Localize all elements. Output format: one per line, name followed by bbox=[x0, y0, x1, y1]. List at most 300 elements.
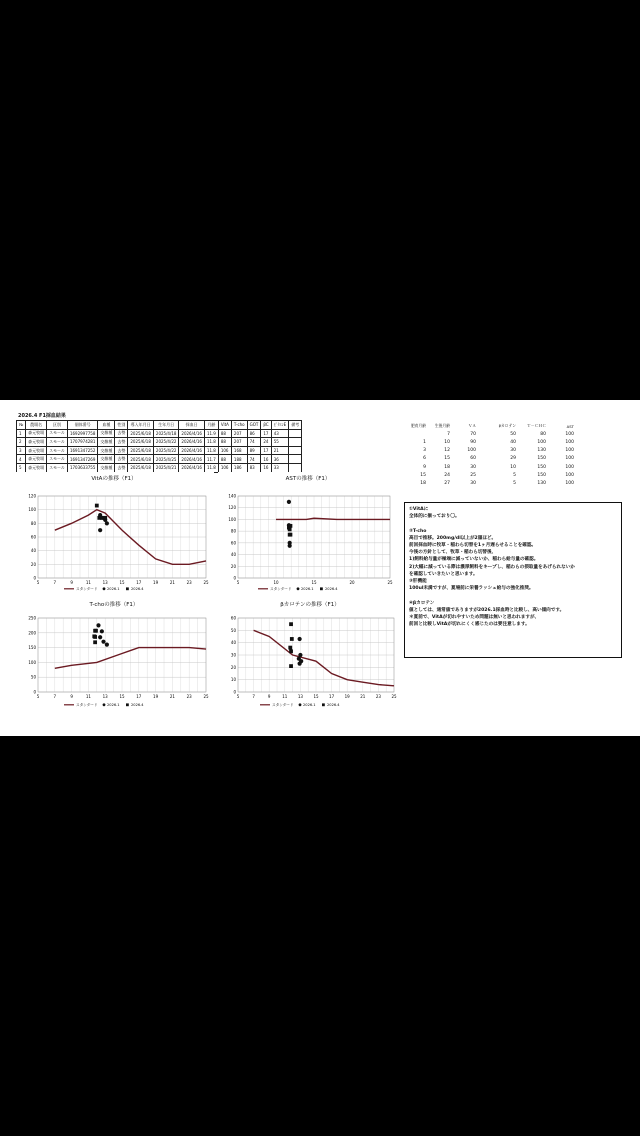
reference-cell: 100 bbox=[565, 464, 574, 470]
x-tick-label: 25 bbox=[391, 694, 397, 699]
table-cell: 88 bbox=[218, 455, 231, 464]
reference-row bbox=[404, 455, 604, 463]
point-2026-1 bbox=[105, 521, 109, 525]
reference-cell: 150 bbox=[537, 472, 546, 478]
reference-cell: 70 bbox=[470, 431, 476, 437]
table-cell: 去勢 bbox=[115, 429, 128, 438]
x-tick-label: 20 bbox=[349, 580, 355, 585]
x-tick-label: 5 bbox=[236, 694, 240, 699]
table-cell: 11.8 bbox=[204, 446, 218, 455]
vita-chart-svg bbox=[14, 472, 214, 594]
reference-cell: 30 bbox=[470, 464, 476, 470]
point-2026-1 bbox=[287, 500, 291, 504]
table-cell: 86 bbox=[247, 429, 261, 438]
legend-standard-label: スタンダード bbox=[76, 587, 98, 591]
x-tick-label: 23 bbox=[375, 694, 381, 699]
x-tick-label: 11 bbox=[85, 580, 91, 585]
reference-cell: 18 bbox=[420, 480, 426, 486]
legend-2026-4-swatch bbox=[126, 703, 129, 706]
table-header-cell: 区別 bbox=[47, 421, 68, 430]
legend-2026-1-swatch bbox=[103, 587, 106, 590]
table-header-row bbox=[17, 421, 302, 430]
legend bbox=[260, 702, 340, 707]
table-cell: 2025/4/22 bbox=[153, 438, 179, 447]
point-2026-4 bbox=[95, 504, 99, 508]
reference-table bbox=[404, 422, 604, 488]
legend-2026-4-swatch bbox=[322, 703, 325, 706]
x-tick-label: 19 bbox=[153, 580, 159, 585]
reference-cell: 130 bbox=[537, 480, 546, 486]
table-cell: 2025/6/18 bbox=[128, 463, 154, 472]
bcarotene-chart-svg bbox=[218, 598, 402, 710]
table-cell: スモール bbox=[47, 438, 68, 447]
table-cell: 89 bbox=[247, 446, 261, 455]
reference-cell: 100 bbox=[565, 448, 574, 454]
notes-line: を確認していきたいと思います。 bbox=[409, 571, 478, 577]
table-cell: スモール bbox=[47, 446, 68, 455]
reference-row bbox=[404, 471, 604, 479]
table-cell: スモール bbox=[47, 455, 68, 464]
notes-line: 2)大幅に減っている際は濃厚飼料をキープし、稲わらの摂取量をあげられないか bbox=[409, 564, 575, 570]
table-cell: 去勢 bbox=[115, 446, 128, 455]
ast-chart-svg bbox=[218, 472, 398, 594]
ast-chart bbox=[218, 472, 398, 594]
table-cell: 1 bbox=[17, 429, 26, 438]
x-tick-label: 11 bbox=[85, 694, 91, 699]
table-header-cell: 個体番号 bbox=[67, 421, 97, 430]
legend-2026-4-label: 2026.4 bbox=[327, 703, 340, 707]
table-cell: 交雑種 bbox=[98, 446, 115, 455]
table-cell: 2025/4/25 bbox=[153, 455, 179, 464]
reference-header-cell: Ｔ－ＣＨＣ bbox=[527, 423, 546, 429]
x-tick-label: 21 bbox=[360, 694, 366, 699]
legend-2026-1-swatch bbox=[299, 703, 302, 706]
x-tick-label: 15 bbox=[313, 694, 319, 699]
table-cell: 106 bbox=[218, 446, 231, 455]
table-cell: 1692997758 bbox=[67, 429, 97, 438]
reference-cell: 100 bbox=[565, 456, 574, 462]
table-cell: 1691347252 bbox=[67, 446, 97, 455]
table-cell: 24 bbox=[261, 438, 271, 447]
reference-cell: 30 bbox=[470, 480, 476, 486]
table-cell: 去勢 bbox=[115, 455, 128, 464]
x-tick-label: 17 bbox=[136, 580, 142, 585]
table-cell: スモール bbox=[47, 429, 68, 438]
table-row bbox=[17, 455, 302, 464]
x-tick-label: 5 bbox=[236, 580, 240, 585]
reference-row bbox=[404, 463, 604, 471]
table-header-cell: βC bbox=[261, 421, 271, 430]
y-tick-label: 50 bbox=[230, 627, 236, 633]
legend-2026-4-swatch bbox=[126, 587, 129, 590]
point-2026-1 bbox=[298, 637, 302, 641]
notes-line: 100ul未満ですが、夏場前に栄養ラッシュ給与の強化推奨。 bbox=[409, 586, 534, 592]
y-tick-label: 0 bbox=[33, 575, 36, 581]
y-tick-label: 80 bbox=[230, 528, 236, 534]
table-cell: 188 bbox=[231, 455, 247, 464]
notes-line: 今後の方針として、牧草・稲わら切替後、 bbox=[409, 550, 497, 556]
y-tick-label: 30 bbox=[230, 652, 236, 658]
table-cell: 16 bbox=[261, 455, 271, 464]
legend-2026-4-swatch bbox=[320, 587, 323, 590]
table-cell: 11.8 bbox=[204, 438, 218, 447]
x-tick-label: 15 bbox=[119, 694, 125, 699]
y-tick-label: 80 bbox=[30, 520, 36, 526]
table-cell bbox=[289, 438, 302, 447]
reference-row bbox=[404, 430, 604, 438]
reference-cell: 30 bbox=[510, 448, 516, 454]
reference-cell: 90 bbox=[470, 439, 476, 445]
reference-cell: 100 bbox=[565, 431, 574, 437]
x-tick-label: 9 bbox=[70, 694, 73, 699]
reference-header-row bbox=[404, 422, 604, 430]
table-cell bbox=[289, 463, 302, 472]
chart-title: VitAの推移（F1） bbox=[91, 476, 137, 482]
reference-cell: 18 bbox=[444, 464, 450, 470]
table-cell: 168 bbox=[231, 446, 247, 455]
table-header-cell: T-cho bbox=[231, 421, 247, 430]
x-tick-label: 5 bbox=[36, 694, 40, 699]
x-tick-label: 25 bbox=[387, 580, 393, 585]
reference-cell: 100 bbox=[537, 439, 546, 445]
point-2026-1 bbox=[96, 623, 100, 627]
notes-line: 1)飼料給与量が極端に減っていないか、稲わら給与量の確認。 bbox=[409, 557, 539, 563]
legend-standard-label: スタンダード bbox=[270, 587, 292, 591]
point-2026-1 bbox=[105, 643, 109, 647]
point-2026-4 bbox=[93, 635, 97, 639]
point-2026-4 bbox=[103, 516, 107, 520]
x-tick-label: 7 bbox=[252, 694, 255, 699]
notes-line: ④βカロテン bbox=[409, 600, 435, 606]
table-cell: 5 bbox=[17, 463, 26, 472]
x-tick-label: 25 bbox=[203, 580, 209, 585]
chart-title: ASTの推移（F1） bbox=[285, 476, 331, 482]
tcho-chart-svg bbox=[14, 598, 214, 710]
point-2026-4 bbox=[289, 524, 293, 528]
x-tick-label: 21 bbox=[169, 694, 175, 699]
table-cell: 森元牧場 bbox=[26, 455, 47, 464]
y-tick-label: 250 bbox=[28, 615, 36, 621]
table-body bbox=[17, 429, 302, 472]
y-tick-label: 20 bbox=[30, 561, 36, 567]
point-2026-1 bbox=[298, 662, 302, 666]
point-2026-4 bbox=[289, 664, 293, 668]
table-cell: スモール bbox=[47, 463, 68, 472]
reference-header-cell: ＶＡ bbox=[468, 423, 476, 429]
reference-cell: 9 bbox=[423, 464, 426, 470]
notes-line: 全体的に揃っており〇。 bbox=[409, 514, 460, 520]
table-cell: 去勢 bbox=[115, 438, 128, 447]
notes-line: 値としては、通常値でありますが2026.1採血時と比較し、高い傾向です。 bbox=[409, 607, 565, 613]
table-header-cell: 月齢 bbox=[204, 421, 218, 430]
standard-series-line bbox=[276, 518, 390, 519]
point-2026-4 bbox=[288, 527, 292, 531]
document-title: 2026.4 F1採血結果 bbox=[18, 413, 66, 419]
vita-chart bbox=[14, 472, 214, 594]
y-tick-label: 60 bbox=[230, 615, 236, 621]
reference-header-cell: 生後月齢 bbox=[434, 423, 450, 429]
reference-header-cell: βカロテン bbox=[498, 423, 516, 429]
table-cell: 2025/4/21 bbox=[153, 463, 179, 472]
table-header-cell: 性別 bbox=[115, 421, 128, 430]
table-cell: 森元牧場 bbox=[26, 429, 47, 438]
y-tick-label: 20 bbox=[230, 563, 236, 569]
reference-cell: 130 bbox=[537, 448, 546, 454]
x-tick-label: 7 bbox=[53, 694, 57, 699]
table-cell bbox=[289, 446, 302, 455]
table-cell bbox=[289, 429, 302, 438]
legend-2026-4-label: 2026.4 bbox=[325, 587, 338, 591]
table-cell: 11.8 bbox=[204, 463, 218, 472]
x-tick-label: 7 bbox=[53, 580, 57, 585]
legend-2026-1-label: 2026.1 bbox=[107, 587, 120, 591]
reference-row bbox=[404, 447, 604, 455]
table-cell: 2025/6/18 bbox=[128, 429, 154, 438]
table-cell: 2026/4/16 bbox=[179, 463, 205, 472]
y-tick-label: 60 bbox=[30, 534, 36, 540]
y-tick-label: 40 bbox=[230, 640, 236, 646]
table-cell: 交雑種 bbox=[98, 429, 115, 438]
table-cell: 55 bbox=[271, 438, 289, 447]
x-tick-label: 17 bbox=[329, 694, 335, 699]
point-2026-1 bbox=[288, 544, 292, 548]
notes-spacer bbox=[409, 592, 617, 599]
x-tick-label: 13 bbox=[297, 694, 303, 699]
table-cell: 4 bbox=[17, 455, 26, 464]
table-cell: 106 bbox=[218, 463, 231, 472]
table-cell: 1691347269 bbox=[67, 455, 97, 464]
reference-cell: 15 bbox=[444, 456, 450, 462]
reference-cell: 50 bbox=[510, 431, 516, 437]
x-tick-label: 9 bbox=[70, 580, 73, 585]
y-tick-label: 10 bbox=[230, 677, 236, 683]
table-cell: 74 bbox=[247, 438, 261, 447]
y-tick-label: 60 bbox=[230, 540, 236, 546]
table-cell bbox=[289, 455, 302, 464]
table-cell: 17 bbox=[261, 429, 271, 438]
reference-cell: 12 bbox=[444, 448, 450, 454]
legend-standard-label: スタンダード bbox=[272, 703, 294, 707]
blood-test-table bbox=[16, 420, 302, 473]
reference-cell: 150 bbox=[537, 464, 546, 470]
reference-cell: 6 bbox=[423, 456, 426, 462]
point-2026-4 bbox=[93, 629, 97, 633]
y-tick-label: 120 bbox=[228, 505, 236, 511]
table-header-cell: 導入年月日 bbox=[128, 421, 154, 430]
x-tick-label: 23 bbox=[186, 580, 192, 585]
legend bbox=[258, 586, 338, 591]
reference-cell: 40 bbox=[510, 439, 516, 445]
reference-cell: 1 bbox=[423, 439, 426, 445]
reference-cell: 5 bbox=[513, 480, 516, 486]
y-tick-label: 140 bbox=[228, 493, 236, 499]
reference-cell: 15 bbox=[420, 472, 426, 478]
table-header-cell: № bbox=[17, 421, 26, 430]
table-row bbox=[17, 446, 302, 455]
reference-cell: 80 bbox=[540, 431, 546, 437]
notes-line: ＊夏前で、VitAが切れやすいため問題は無いと思われますが、 bbox=[409, 615, 540, 621]
table-header-cell: 採血日 bbox=[179, 421, 205, 430]
legend bbox=[64, 702, 144, 707]
table-row bbox=[17, 438, 302, 447]
x-tick-label: 5 bbox=[36, 580, 40, 585]
reference-cell: 27 bbox=[444, 480, 450, 486]
y-tick-label: 100 bbox=[28, 659, 36, 665]
gridlines bbox=[38, 618, 206, 692]
table-cell: 207 bbox=[231, 438, 247, 447]
table-cell: 2 bbox=[17, 438, 26, 447]
y-tick-label: 40 bbox=[30, 548, 36, 554]
table-cell: 88 bbox=[218, 429, 231, 438]
y-tick-label: 40 bbox=[230, 552, 236, 558]
legend-2026-1-swatch bbox=[103, 703, 106, 706]
table-cell: 2026/4/16 bbox=[179, 455, 205, 464]
table-cell: 交雑種 bbox=[98, 463, 115, 472]
table-cell: 3 bbox=[17, 446, 26, 455]
table-cell: 2025/4/22 bbox=[153, 446, 179, 455]
gridlines bbox=[238, 496, 390, 578]
point-2026-4 bbox=[289, 533, 293, 537]
table-header-cell: 農場名 bbox=[26, 421, 47, 430]
table-header-cell: ﾋﾞﾀﾐﾝE bbox=[271, 421, 289, 430]
table-cell: 森元牧場 bbox=[26, 438, 47, 447]
point-2026-1 bbox=[100, 629, 104, 633]
y-tick-label: 0 bbox=[233, 575, 236, 581]
notes-line: 高目で推移。200mg/dl以上が2頭ほど。 bbox=[409, 535, 497, 541]
reference-cell: 100 bbox=[565, 439, 574, 445]
point-2026-1 bbox=[98, 635, 102, 639]
reference-cell: 10 bbox=[444, 439, 450, 445]
legend-standard-label: スタンダード bbox=[76, 703, 98, 707]
y-tick-label: 150 bbox=[28, 645, 36, 651]
y-tick-label: 120 bbox=[28, 493, 36, 499]
reference-cell: 60 bbox=[470, 456, 476, 462]
gridlines bbox=[238, 618, 394, 692]
table-header-cell: 生年月日 bbox=[153, 421, 179, 430]
table-header-cell: 血種 bbox=[98, 421, 115, 430]
reference-cell: 7 bbox=[447, 431, 450, 437]
x-tick-label: 11 bbox=[282, 694, 288, 699]
table-cell: 207 bbox=[231, 429, 247, 438]
notes-line: ③肝機能 bbox=[409, 579, 427, 585]
reference-header-cell: AST bbox=[566, 423, 574, 429]
table-row bbox=[17, 463, 302, 472]
legend-2026-4-label: 2026.4 bbox=[131, 703, 144, 707]
reference-cell: 100 bbox=[565, 472, 574, 478]
table-cell: 16 bbox=[261, 463, 271, 472]
legend-2026-1-swatch bbox=[297, 587, 300, 590]
y-tick-label: 200 bbox=[28, 630, 36, 636]
chart-title: T-choの推移（F1） bbox=[89, 602, 139, 608]
legend-2026-1-label: 2026.1 bbox=[303, 703, 316, 707]
y-tick-label: 100 bbox=[228, 516, 236, 522]
reference-cell: 150 bbox=[537, 456, 546, 462]
reference-row bbox=[404, 479, 604, 487]
notes-line: ①VitAに bbox=[409, 507, 429, 512]
bcarotene-chart bbox=[218, 598, 402, 710]
reference-cell: 5 bbox=[513, 472, 516, 478]
table-cell: 17 bbox=[261, 446, 271, 455]
reference-cell: 24 bbox=[444, 472, 450, 478]
legend bbox=[64, 586, 144, 591]
table-cell: 2025/6/18 bbox=[128, 455, 154, 464]
y-tick-label: 20 bbox=[230, 664, 236, 670]
x-tick-label: 19 bbox=[344, 694, 350, 699]
table-cell: 2026/4/16 bbox=[179, 438, 205, 447]
table-cell: 2026/4/16 bbox=[179, 446, 205, 455]
x-tick-label: 23 bbox=[186, 694, 192, 699]
reference-cell: 100 bbox=[467, 448, 476, 454]
table-cell: 88 bbox=[218, 438, 231, 447]
notes-box bbox=[404, 502, 622, 658]
table-cell: 11.9 bbox=[204, 429, 218, 438]
reference-row bbox=[404, 438, 604, 446]
x-tick-label: 21 bbox=[169, 580, 175, 585]
table-cell: 2025/6/18 bbox=[128, 438, 154, 447]
notes-line: ②T-cho bbox=[409, 528, 427, 534]
table-cell: 74 bbox=[247, 455, 261, 464]
table-row bbox=[17, 429, 302, 438]
table-cell: 交雑種 bbox=[98, 438, 115, 447]
reference-cell: 25 bbox=[470, 472, 476, 478]
notes-line: 前回と比較しVitAが切れにくく感じたのは要注意します。 bbox=[409, 622, 530, 628]
table-cell: 186 bbox=[231, 463, 247, 472]
table-cell: 森元牧場 bbox=[26, 446, 47, 455]
table-cell: 11.7 bbox=[204, 455, 218, 464]
y-tick-label: 50 bbox=[30, 674, 36, 680]
x-tick-label: 25 bbox=[203, 694, 209, 699]
x-tick-label: 9 bbox=[267, 694, 271, 699]
table-cell: 43 bbox=[271, 429, 289, 438]
point-2026-1 bbox=[98, 528, 102, 532]
reference-cell: 100 bbox=[565, 480, 574, 486]
table-header-cell: GOT bbox=[247, 421, 261, 430]
y-tick-label: 0 bbox=[233, 689, 236, 695]
legend-2026-4-label: 2026.4 bbox=[131, 587, 144, 591]
point-2026-4 bbox=[93, 640, 97, 644]
x-tick-label: 19 bbox=[153, 694, 159, 699]
reference-cell: 29 bbox=[510, 456, 516, 462]
reference-header-cell: 肥育月齢 bbox=[410, 423, 426, 429]
point-2026-4 bbox=[288, 646, 292, 650]
table-header-cell: 備考 bbox=[289, 421, 302, 430]
legend-2026-1-label: 2026.1 bbox=[301, 587, 314, 591]
table-cell: 2026/4/16 bbox=[179, 429, 205, 438]
table-cell: 2025/6/18 bbox=[128, 446, 154, 455]
table-cell: 2025/4/18 bbox=[153, 429, 179, 438]
point-2026-4 bbox=[290, 637, 294, 641]
x-tick-label: 15 bbox=[119, 580, 125, 585]
table-header-cell: VitA bbox=[218, 421, 231, 430]
table-cell: 森元牧場 bbox=[26, 463, 47, 472]
point-2026-1 bbox=[298, 653, 302, 657]
notes-line: 前回採血時に牧草・稲わら切替を1ヶ月遅らせることを確認。 bbox=[409, 543, 537, 548]
reference-cell: 3 bbox=[423, 448, 426, 454]
x-tick-label: 10 bbox=[273, 580, 279, 585]
x-tick-label: 13 bbox=[102, 580, 108, 585]
x-tick-label: 17 bbox=[136, 694, 142, 699]
table-cell: 1703633755 bbox=[67, 463, 97, 472]
point-2026-4 bbox=[289, 649, 293, 653]
table-cell: 去勢 bbox=[115, 463, 128, 472]
table-cell: 21 bbox=[271, 446, 289, 455]
point-2026-1 bbox=[101, 640, 105, 644]
notes-spacer bbox=[409, 520, 617, 527]
table-cell: 83 bbox=[247, 463, 261, 472]
table-cell: 交雑種 bbox=[98, 455, 115, 464]
table-cell: 36 bbox=[271, 455, 289, 464]
tcho-chart bbox=[14, 598, 214, 710]
